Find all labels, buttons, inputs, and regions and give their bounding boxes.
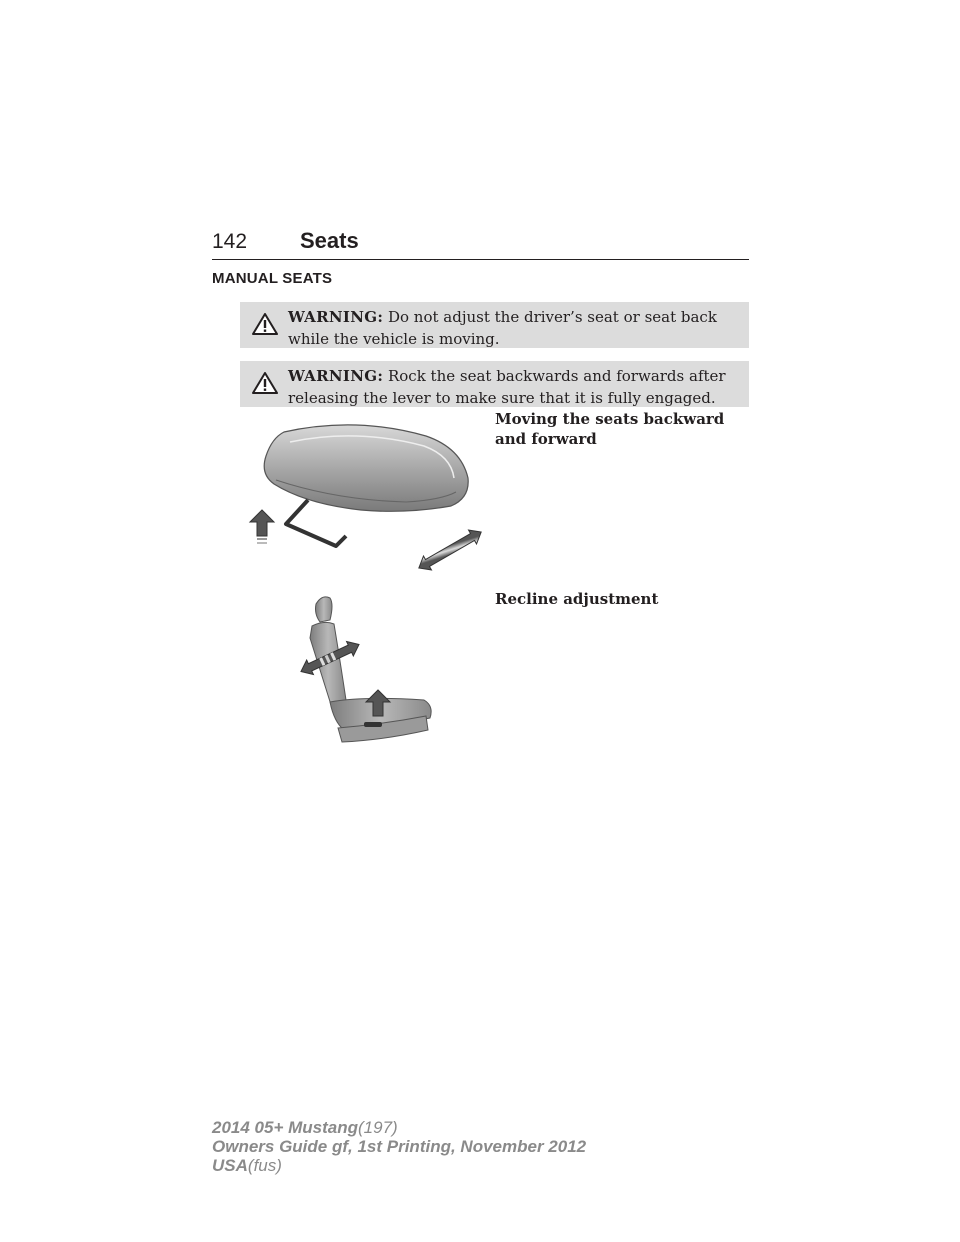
footer-line-1 [212,1118,586,1137]
warning-text: Rock the seat backwards and forwards after releasing the lever to make sure that it is fully engaged. [288,367,726,407]
chapter-title: Seats [300,228,359,253]
warning-label: WARNING: [288,308,384,326]
seat-fore-aft-illustration [246,418,486,578]
warning-label: WARNING: [288,367,384,385]
caption-recline: Recline adjustment [495,590,659,608]
footer-line-3 [212,1156,586,1175]
warning-triangle-icon [252,371,278,395]
caption-fore-aft: Moving the seats backward and forward [495,410,725,448]
footer-market: USA [212,1156,248,1175]
section-heading: MANUAL SEATS [212,270,333,287]
footer-line-2: Owners Guide gf, 1st Printing, November 2012 [212,1137,587,1156]
footer-market-code: (fus) [247,1156,282,1175]
footer [212,1118,586,1175]
footer-model-code: (197) [358,1118,398,1137]
warning-box-2 [240,361,749,407]
warning-text: Do not adjust the driver’s seat or seat back while the vehicle is moving. [288,308,717,348]
warning-box-1 [240,302,749,348]
warning-triangle-icon [252,312,278,336]
seat-recline-illustration [294,590,436,750]
header-rule [212,259,749,260]
footer-model: 2014 05+ Mustang [212,1118,358,1137]
page-number: 142 [212,230,248,253]
